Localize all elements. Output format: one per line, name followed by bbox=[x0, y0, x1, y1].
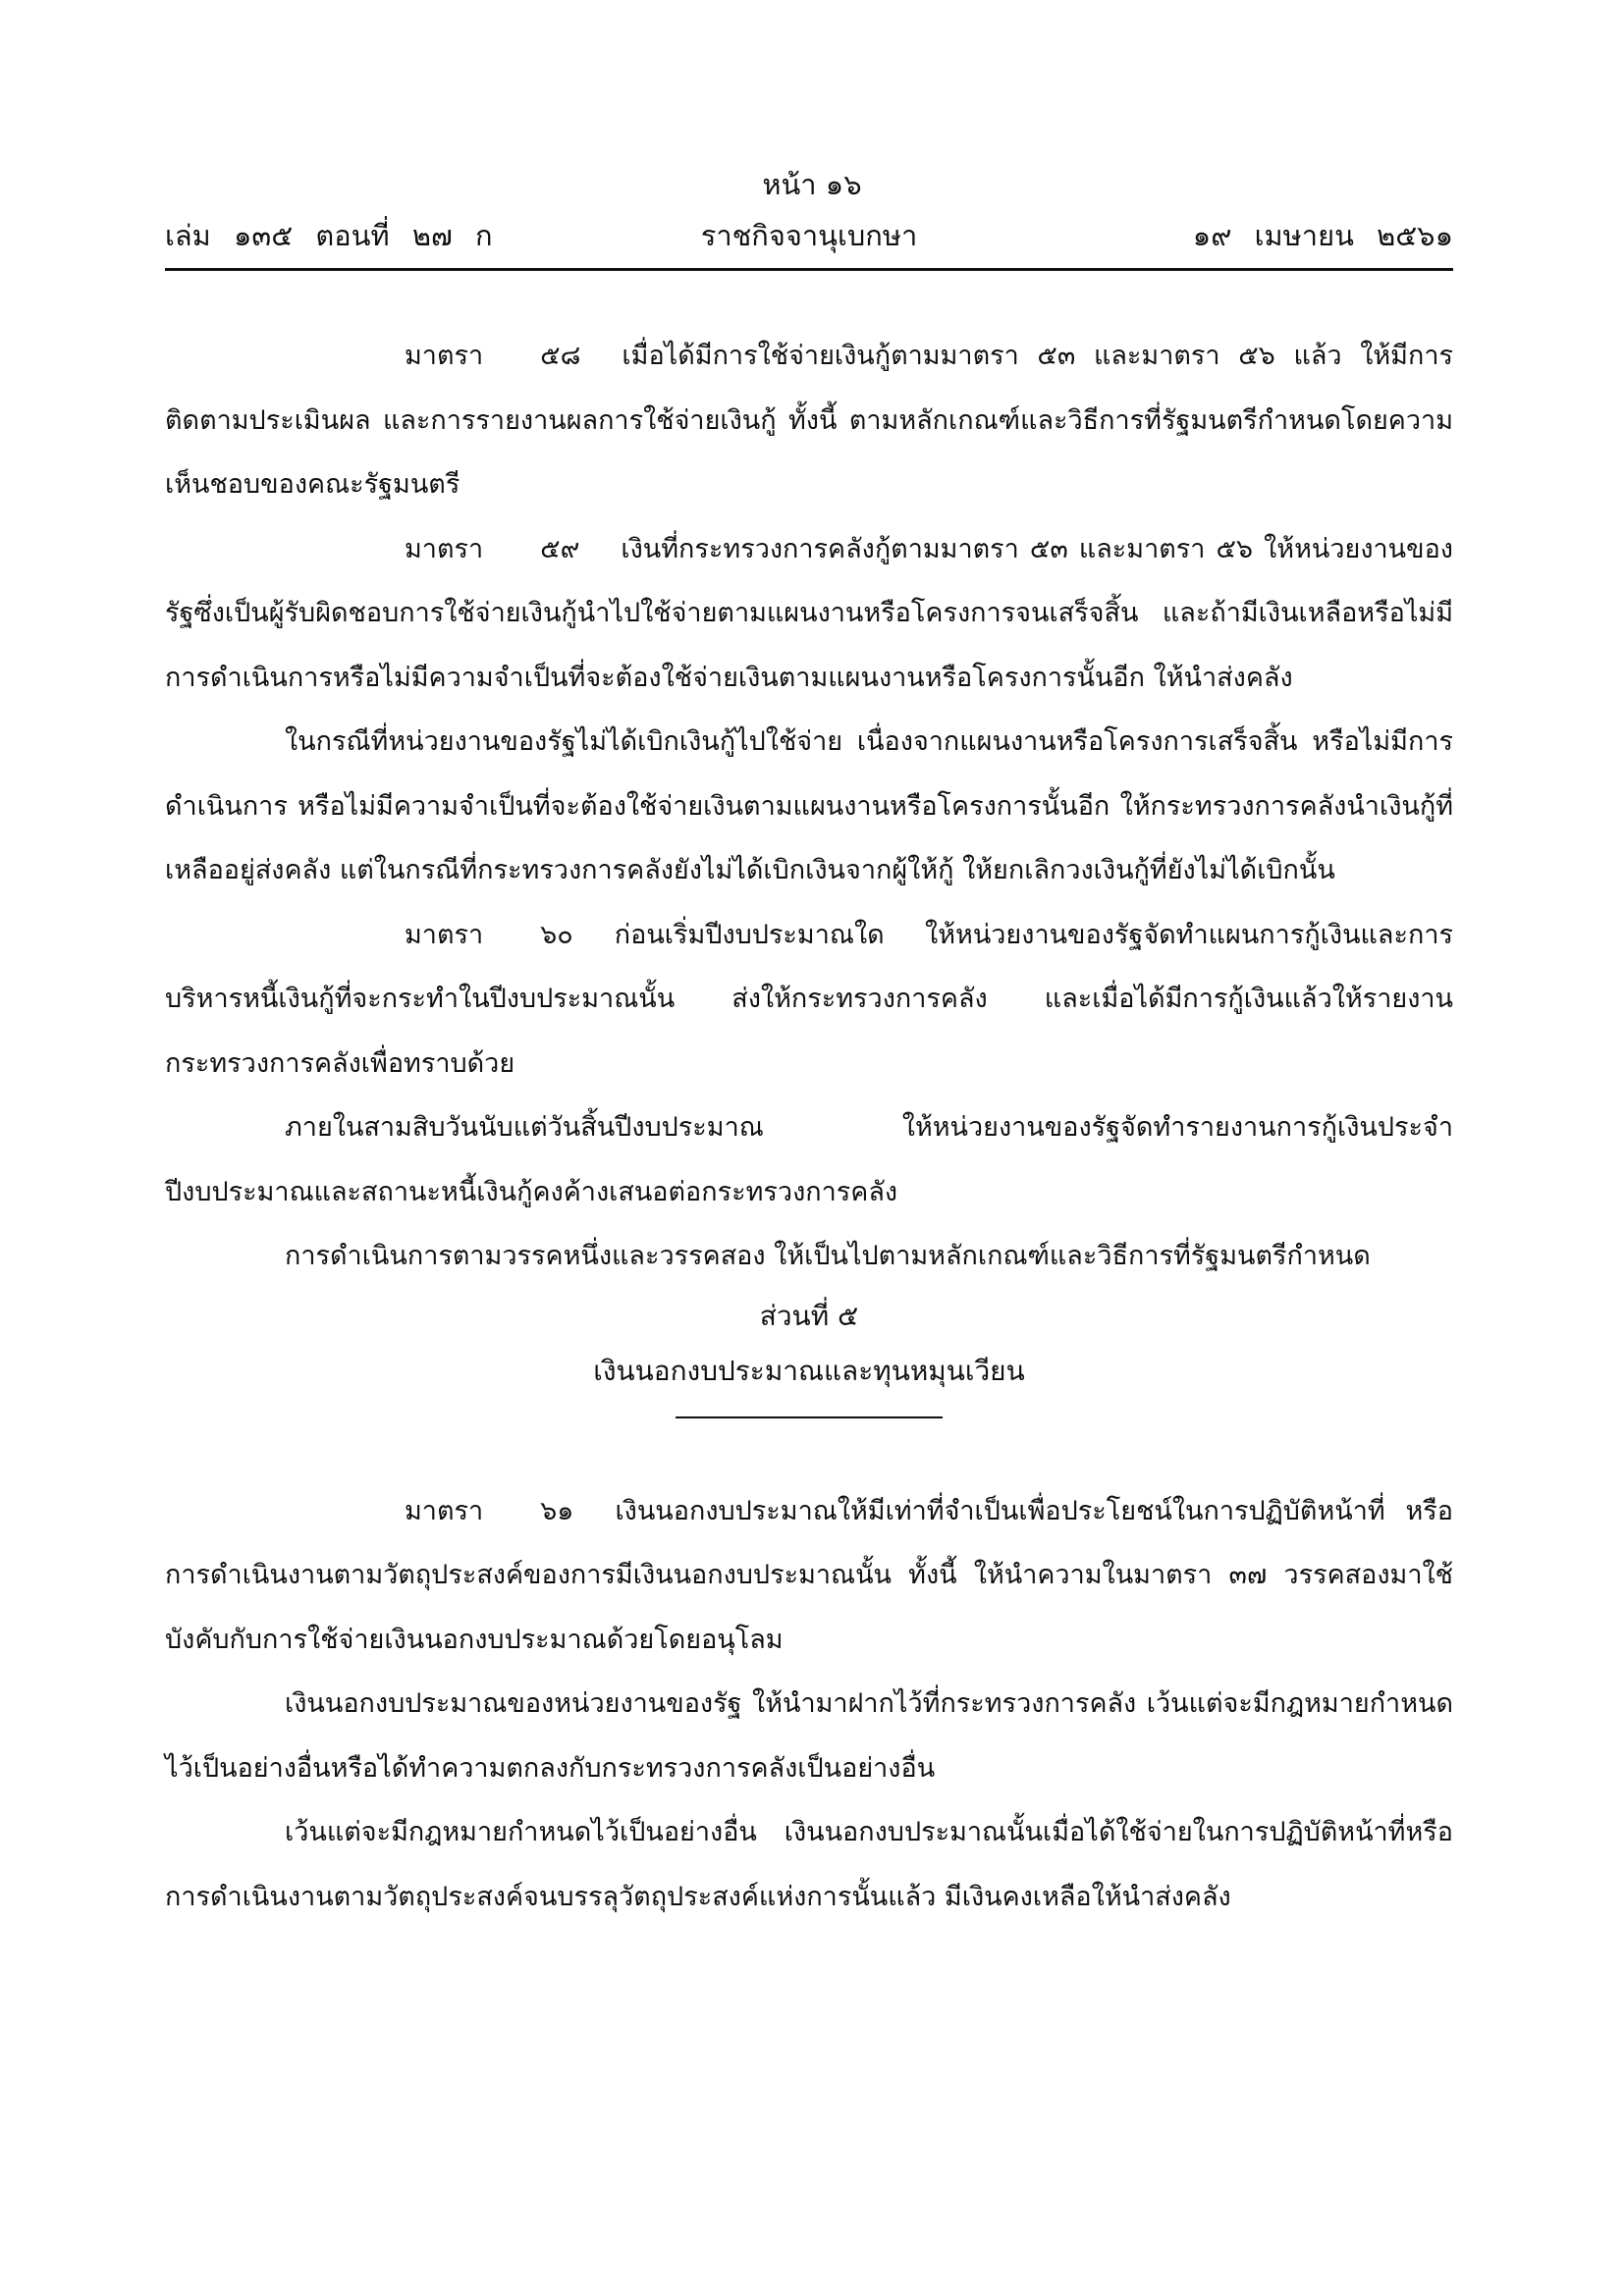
section-61-para-3: เว้นแต่จะมีกฎหมายกำหนดไว้เป็นอย่างอื่น เงินนอกงบประมาณนั้นเมื่อได้ใช้จ่ายในการปฏิบัติหน้าที่หรือการดำเนินงานตามวัตถุประสงค์จนบรรลุวัตถุประสงค์แห่งการนั้นแล้ว มีเงินคงเหลือให้นำส่งคลัง bbox=[165, 1817, 1453, 1912]
gazette-header bbox=[165, 214, 1453, 257]
section-59-para-1: มาตรา ๕๙ เงินที่กระทรวงการคลังกู้ตามมาตรา ๕๓ และมาตรา ๕๖ ให้หน่วยงานของรัฐซึ่งเป็นผู้รับผิดชอบการใช้จ่ายเงินกู้นำไปใช้จ่ายตามแผนงานหรือโครงการจนเสร็จสิ้น และถ้ามีเงินเหลือหรือไม่มีการดำเนินการหรือไม่มีความจำเป็นที่จะต้องใช้จ่ายเงินตามแผนงานหรือโครงการนั้นอีก ให้นำส่งคลัง bbox=[165, 517, 1453, 711]
section-61-para-2: เงินนอกงบประมาณของหน่วยงานของรัฐ ให้นำมาฝากไว้ที่กระทรวงการคลัง เว้นแต่จะมีกฎหมายกำหนดไว้เป็นอย่างอื่นหรือได้ทำความตกลงกับกระทรวงการคลังเป็นอย่างอื่น bbox=[165, 1688, 1453, 1784]
part-subtitle: เงินนอกงบประมาณและทุนหมุนเวียน bbox=[593, 1354, 1025, 1387]
section-60-para-1: มาตรา ๖๐ ก่อนเริ่มปีงบประมาณใด ให้หน่วยงานของรัฐจัดทำแผนการกู้เงินและการบริหารหนี้เงินกู้ที่จะกระทำในปีงบประมาณนั้น ส่งให้กระทรวงการคลัง และเมื่อได้มีการกู้เงินแล้วให้รายงานกระทรวงการคลังเพื่อทราบด้วย bbox=[165, 903, 1453, 1096]
publication-title: ราชกิจจานุเบกษา bbox=[700, 219, 918, 252]
section-59-para-2: ในกรณีที่หน่วยงานของรัฐไม่ได้เบิกเงินกู้ไปใช้จ่าย เนื่องจากแผนงานหรือโครงการเสร็จสิ้น หรือไม่มีการดำเนินการ หรือไม่มีความจำเป็นที่จะต้องใช้จ่ายเงินตามแผนงานหรือโครงการนั้นอีก ให้กระทรวงการคลังนำเงินกู้ที่เหลืออยู่ส่งคลัง แต่ในกรณีที่กระทรวงการคลังยังไม่ได้เบิกเงินจากผู้ให้กู้ ให้ยกเลิกวงเงินกู้ที่ยังไม่ได้เบิกนั้น bbox=[165, 726, 1453, 885]
header-divider bbox=[165, 268, 1453, 271]
part-divider bbox=[676, 1416, 943, 1418]
page-number: หน้า ๑๖ bbox=[762, 168, 862, 201]
part-title: ส่วนที่ ๕ bbox=[759, 1299, 859, 1332]
section-58-para-1: มาตรา ๕๘ เมื่อได้มีการใช้จ่ายเงินกู้ตามมาตรา ๕๓ และมาตรา ๕๖ แล้ว ให้มีการติดตามประเมินผล และการรายงานผลการใช้จ่ายเงินกู้ ทั้งนี้ ตามหลักเกณฑ์และวิธีการที่รัฐมนตรีกำหนดโดยความเห็นชอบของคณะรัฐมนตรี bbox=[165, 324, 1453, 517]
section-label: มาตรา ๕๘ bbox=[405, 341, 581, 371]
section-60-para-2: ภายในสามสิบวันนับแต่วันสิ้นปีงบประมาณ ให้หน่วยงานของรัฐจัดทำรายงานการกู้เงินประจำปีงบประมาณและสถานะหนี้เงินกู้คงค้างเสนอต่อกระทรวงการคลัง bbox=[165, 1112, 1453, 1207]
volume-issue: เล่ม ๑๓๕ ตอนที่ ๒๗ ก bbox=[165, 219, 493, 252]
section-61-para-1: มาตรา ๖๑ เงินนอกงบประมาณให้มีเท่าที่จำเป็นเพื่อประโยชน์ในการปฏิบัติหน้าที่ หรือการดำเนินงานตามวัตถุประสงค์ของการมีเงินนอกงบประมาณนั้น ทั้งนี้ ให้นำความในมาตรา ๓๗ วรรคสองมาใช้บังคับกับการใช้จ่ายเงินนอกงบประมาณด้วยโดยอนุโลม bbox=[165, 1479, 1453, 1673]
document-body bbox=[165, 324, 1453, 1929]
section-label: มาตรา ๖๑ bbox=[405, 1495, 574, 1526]
section-60-para-3: การดำเนินการตามวรรคหนึ่งและวรรคสอง ให้เป็นไปตามหลักเกณฑ์และวิธีการที่รัฐมนตรีกำหนด bbox=[285, 1241, 1371, 1271]
section-label: มาตรา ๖๐ bbox=[405, 919, 573, 950]
publication-date: ๑๙ เมษายน ๒๕๖๑ bbox=[1192, 219, 1453, 252]
section-label: มาตรา ๕๙ bbox=[405, 533, 580, 564]
